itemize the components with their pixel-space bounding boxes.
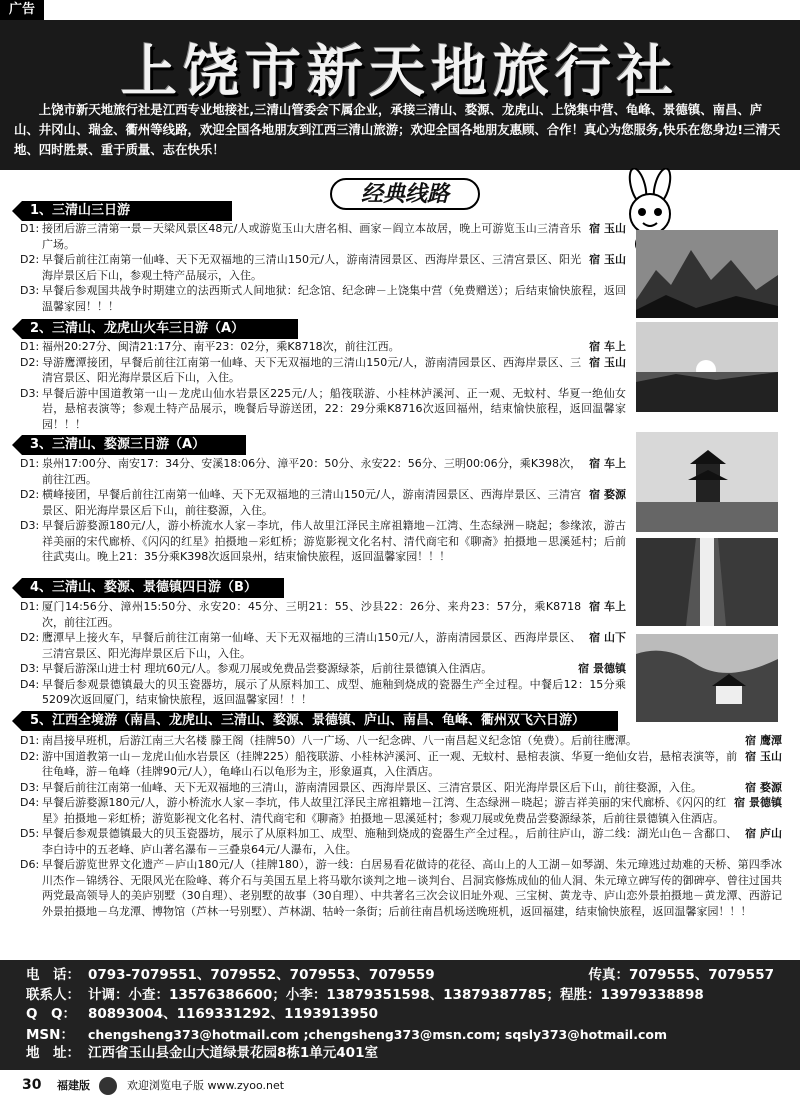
itinerary-day: D2: 宿 玉山 导游鹰潭接团，早餐后前往江南第一仙峰、天下无双福地的三清山150元/人，游南清园景区、西海岸景区、三清宫景区、阳光海岸景区后下山，入住。 [20, 355, 626, 384]
route-3-title: 3、三清山、婺源三日游（A） [22, 435, 246, 455]
qq-row: Q Q： 80893004、1169331292、1193913950 [26, 1006, 379, 1022]
waterfall-photo [636, 538, 778, 626]
address: 江西省玉山县金山大道绿景花园8栋1单元401室 [88, 1045, 378, 1061]
itinerary-day: D2: 宿 山下 鹰潭早上接火车，早餐后前往江南第一仙峰、天下无双福地的三清山150元/人，游南清园景区、西海岸景区、三清宫景区、阳光海岸景区后下山，入住。 [20, 631, 626, 660]
route-1-itinerary [20, 221, 626, 314]
itinerary-day: D1: 宿 车上 泉州17:00分、南安17：34分、安溪18:06分、漳平20：50分、永安22：56分、三明00:06分，乘K398次，前往江西。 [20, 457, 626, 486]
agency-intro: 上饶市新天地旅行社是江西专业地接社,三清山管委会下属企业，承接三清山、婺源、龙虎山、上饶集中营、龟峰、景德镇、南昌、庐山、井冈山、瑞金、衢州等线路，欢迎全国各地朋友到江西三清山旅游；欢迎全国各地朋友惠顾、合作！真心为您服务,快乐在您身边!三清天地、四时胜景、重于质量、志在快乐！ [14, 102, 781, 157]
itinerary-day: D1: 宿 玉山 接团后游三清第一景－天梁风景区48元/人或游览玉山大唐名相、画家－阎立本故居，晚上可游览玉山三清音乐广场。 [20, 222, 626, 251]
edition-label: 福建版 [56, 1079, 90, 1092]
route-2-itinerary [20, 339, 626, 432]
page-footer [0, 1070, 800, 1100]
itinerary-day: D3: 早餐后游中国道教第一山－龙虎山仙水岩景区225元/人；船筏联游、小桂林泸溪河、正一观、无蚊村、华夏一绝仙女岩，悬棺表演等；参观土特产品展示，晚餐后导游送团，22：29分乘K8716次返回福州，结束愉快旅程，返回温馨家园！！！ [20, 386, 626, 431]
mountain-photo [636, 230, 778, 318]
route-3-itinerary [20, 456, 626, 565]
route-5-itinerary [20, 733, 782, 919]
itinerary-day: D3: 宿 婺源 早餐后前往江南第一仙峰、天下无双福地的三清山，游南清园景区、西海岸景区、三清宫景区、阳光海岸景区后下山，前往婺源，入住。 [20, 780, 782, 794]
itinerary-day: D6: 早餐后游览世界文化遗产－庐山180元/人（挂牌180），游一线：白居易看花做诗的花径、高山上的人工湖－如琴湖、朱元璋逃过劫难的天桥、第四季冰川杰作－锦绣谷、无限风光在险峰、蒋介石与美国五星上将马歇尔谈判之地－谈判台、吕洞宾修炼成仙的仙人洞、朱元璋立碑写传的御碑亭、曾往过国共两党最高领导人的美庐别墅（30自理）、老别墅的故事（30自理）、中共著名三次会议旧址外观、三宝树、黄龙寺、庐山恋外景拍摄地－黄龙潭、西游记外景拍摄地－乌龙潭、博物馆（芦林一号别墅）、芦林湖、牯岭一条街；后前往南昌机场送晚班机，返回福建，结束愉快旅程，返回温馨家园！！！ [20, 858, 782, 918]
address-row: 地 址： 江西省玉山县金山大道绿景花园8栋1单元401室 [26, 1045, 378, 1061]
route-5-title: 5、江西全境游（南昌、龙虎山、三清山、婺源、景德镇、庐山、南昌、龟峰、衢州双飞六日游） [22, 711, 618, 731]
fax-numbers: 传真：7079555、7079557 [588, 967, 774, 983]
ad-tag: 广告 [0, 0, 44, 20]
contact-panel [0, 960, 800, 1070]
route-4-title: 4、三清山、婺源、景德镇四日游（B） [22, 578, 284, 598]
itinerary-day: D2: 宿 玉山 游中国道教第一山－龙虎山仙水岩景区（挂牌225）船筏联游、小桂林泸溪河、正一观、无蚊村、悬棺表演、华夏一绝仙女岩，悬棺表演等，前往龟峰，游－龟峰（挂牌90元/人），龟峰山石以龟形为主，形象逼真，入住酒店。 [20, 749, 782, 778]
village-photo [636, 634, 778, 722]
itinerary-day: D2: 宿 婺源 横峰接团，早餐后前往江南第一仙峰、天下无双福地的三清山150元/人，游南清园景区、西海岸景区、三清宫景区、阳光海岸景区后下山，前往婺源，入住。 [20, 488, 626, 517]
route-2-title: 2、三清山、龙虎山火车三日游（A） [22, 319, 298, 339]
itinerary-day: D3: 早餐后参观国共战争时期建立的法西斯式人间地狱：纪念馆、纪念碑－上饶集中营（免费赠送）；后结束愉快旅程，返回温馨家园！！！ [20, 284, 626, 313]
sunrise-photo [636, 322, 778, 412]
section-heading: 经典线路 [330, 178, 480, 210]
agency-title: 上饶市新天地旅行社 [121, 39, 679, 105]
page-number: 30 [22, 1077, 42, 1093]
phone-numbers: 0793-7079551、7079552、7079553、7079559 [88, 967, 435, 983]
itinerary-day: D1: 宿 车上 福州20:27分、闽清21:17分、南平23：02分，乘K8718次，前往江西。 [20, 340, 626, 353]
itinerary-day: D5: 宿 庐山 早餐后参观景德镇最大的贝玉瓷器坊，展示了从原料加工、成型、施釉到烧成的瓷器生产全过程。，后前往庐山，游二线：湖光山色－含鄱口、李白诗中的五老峰、庐山著名瀑布－三叠泉64元/人瀑布，入住。 [20, 827, 782, 856]
header-banner [0, 20, 800, 170]
itinerary-day: D3: 宿 景德镇 早餐后游深山进士村 理坑60元/人。参观刀展或免费品尝婺源绿茶，后前往景德镇入住酒店。 [20, 662, 626, 675]
itinerary-day: D2: 宿 玉山 早餐后前往江南第一仙峰、天下无双福地的三清山150元/人，游南清园景区、西海岸景区、三清宫景区、阳光海岸景区后下山，参观土特产品展示，入住。 [20, 253, 626, 282]
contact-row: 联系人： 计调：小查：13576386600；小李：13879351598、13879387785；程胜：13979338898 [26, 986, 704, 1003]
route-4-itinerary [20, 599, 626, 708]
phone-row: 电 话： 0793-7079551、7079552、7079553、7079559 传真：7079555、7079557 [26, 966, 774, 986]
itinerary-day: D4: 宿 景德镇 早餐后游婺源180元/人，游小桥流水人家－李坑，伟人故里江泽民主席祖籍地－江湾、生态绿洲－晓起；游吉祥美丽的宋代廊桥、《闪闪的红星》拍摄地－彩虹桥；游览影视文化名村、清代商宅和《聊斋》拍摄地－思溪延村；参观刀展或免费品尝婺源绿茶，后前往景德镇入住酒店。 [20, 796, 782, 825]
qq-numbers: 80893004、1169331292、1193913950 [88, 1006, 379, 1022]
msn-row: MSN： chengsheng373@hotmail.com ;chengsheng373@msn.com; sqsly373@hotmail.com [26, 1026, 667, 1043]
pavilion-photo [636, 432, 778, 532]
magazine-logo-icon [99, 1077, 117, 1095]
itinerary-day: D1: 宿 鹰潭 南昌接早班机，后游江南三大名楼 滕王阁（挂牌50）八一广场、八一纪念碑、八一南昌起义纪念馆（免费）。后前往鹰潭。 [20, 734, 782, 747]
itinerary-day: D4: 早餐后参观景德镇最大的贝玉瓷器坊，展示了从原料加工、成型、施釉到烧成的瓷器生产全过程。中餐后12：15分乘5209次返回厦门，结束愉快旅程，返回温馨家园！！！ [20, 677, 626, 706]
route-1-title: 1、三清山三日游 [22, 201, 232, 221]
itinerary-day: D1: 宿 车上 厦门14:56分、漳州15:50分、永安20：45分、三明21：55、沙县22：26分、来舟23：57分，乘K8718次，前往江西。 [20, 600, 626, 629]
itinerary-day: D3: 早餐后游婺源180元/人，游小桥流水人家－李坑，伟人故里江泽民主席祖籍地－江湾、生态绿洲－晓起；参缘浓，游古祥美丽的宋代廊桥、《闪闪的红星》拍摄地－彩虹桥；游览影视文化名村、清代商宅和《聊斋》拍摄地－思溪延村；后前往武夷山。晚上21：35分乘K398次返回泉州，结束愉快旅程，返回温馨家园！！！ [20, 519, 626, 563]
contact-persons: 计调：小查：13576386600；小李：13879351598、13879387785；程胜：13979338898 [88, 986, 704, 1003]
footer-slogan: 欢迎浏览电子版 www.zyoo.net [126, 1079, 285, 1092]
msn-addresses: chengsheng373@hotmail.com ;chengsheng373@msn.com; sqsly373@hotmail.com [88, 1026, 667, 1042]
